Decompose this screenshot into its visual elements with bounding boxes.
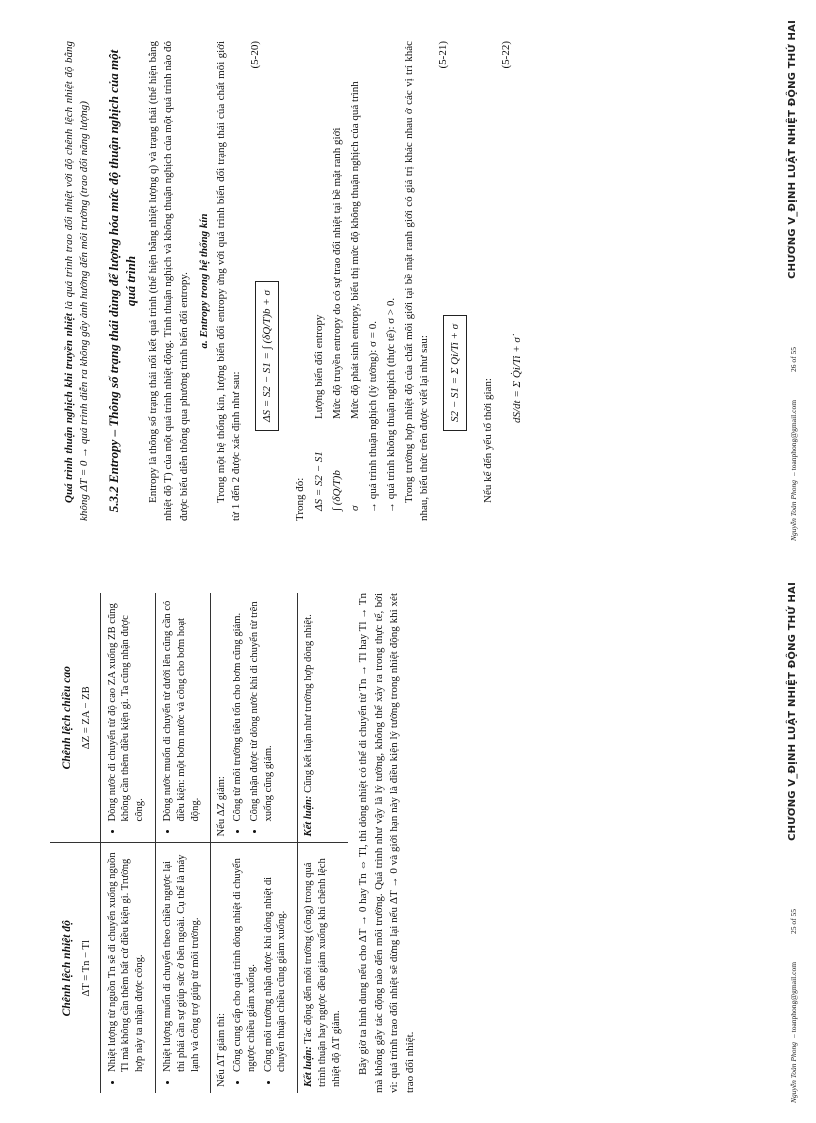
table-cell — [211, 843, 298, 1093]
equation-number: (5-21) — [436, 41, 449, 69]
intro-paragraph — [62, 41, 93, 521]
table-cell — [100, 593, 155, 843]
footer-author: Nguyễn Toàn Phong — [789, 1042, 798, 1103]
footer-page-number: 25 of 55 — [789, 908, 798, 934]
footer-chapter: CHƯƠNG V_ĐỊNH LUẬT NHIỆT ĐỘNG THỨ HAI — [787, 582, 798, 841]
equation-5-21: S2 − S1 = Σ Qi/Ti + σ — [443, 315, 467, 431]
definition-symbol: ∫ (δQ/T)b — [331, 470, 344, 511]
table-cell — [298, 593, 349, 843]
cell-lead: Nếu ΔT giảm thì: — [216, 1013, 228, 1087]
arrow-note: → quá trình không thuận nghịch (thực tế): σ > 0. — [384, 297, 397, 513]
page-25 — [0, 562, 816, 1123]
definition-symbol: ΔS = S2 − S1 — [313, 451, 326, 511]
list-item: • Nhiệt lượng từ nguồn Tn sẽ di chuyển xuống nguồn Tl mà không cần thêm bất cứ điều kiện gì. Trường hợp này ta nhận được công. — [106, 850, 147, 1073]
equation-5-20: ΔS = S2 − S1 = ∫ (δQ/T)b + σ — [255, 281, 279, 431]
footer-author: Nguyễn Toàn Phong — [789, 480, 798, 541]
equation-row — [437, 41, 477, 521]
definition-text: Mức độ truyền entropy do có sự trao đổi nhiệt tại bề mặt ranh giới — [331, 127, 344, 419]
table-cell — [156, 843, 211, 1093]
col-header-temperature — [50, 843, 100, 1093]
list-item: • Dòng nước muốn di chuyển từ dưới lên cũng cần có điều kiện: một bơm nước và công cho bơm hoạt động. — [161, 599, 202, 822]
definition-text: Mức độ phát sinh entropy, biểu thị mức độ không thuận nghịch của quá trình — [349, 81, 362, 419]
definition-text: Lượng biến đổi entropy — [313, 314, 326, 419]
table-cell — [156, 593, 211, 843]
equation-row — [249, 41, 289, 521]
arrow-note: → quá trình thuận nghịch (lý tưởng): σ = 0. — [367, 321, 380, 513]
list-item: • Công môi trường nhận được khi dòng nhiệt di chuyển thuận chiều cũng giảm xuống. — [262, 850, 290, 1073]
footer-email: – toanphong@gmail.com — [789, 961, 798, 1039]
conclusion-label: Kết luận: — [303, 1046, 315, 1087]
conclusion-label: Kết luận: — [303, 795, 315, 837]
definitions-list — [312, 41, 364, 511]
equation-row — [500, 41, 540, 521]
col-header-title: Chênh lệch chiều cao — [61, 666, 73, 770]
equation-number: (5-20) — [248, 41, 261, 69]
col-header-title: Chênh lệch nhiệt độ — [61, 920, 73, 1017]
list-item: • Công cung cấp cho quá trình dòng nhiệt di chuyển ngược chiều giảm xuống. — [231, 850, 259, 1073]
definition-item — [330, 41, 346, 511]
subheading: a. Entropy trong hệ thống kín — [198, 213, 211, 349]
col-header-formula: ΔZ = ZA − ZB — [80, 686, 92, 750]
page-25-body — [50, 593, 752, 1093]
paragraph: Trong một hệ thống kín, lượng biến đổi entropy ứng với quá trình biến đổi trạng thái của chất môi giới từ 1 đến 2 được xác định như sau: — [215, 41, 243, 521]
page-26-body — [62, 41, 752, 521]
footer-page-number: 26 of 55 — [789, 346, 798, 372]
conclusion-text: Cũng kết luận như trường hợp dòng nhiệt. — [303, 614, 315, 793]
paragraph: Entropy là thông số trạng thái nối kết quá trình (thể hiện bằng nhiệt lượng q) và trạng thái (thể hiện bằng nhiệt độ T) của một quá trình nhiệt động. Tính thuận nghịch và không thuận nghịch của một quá trình nào đó được biểu diễn thông qua phương trình biến đổi entropy. — [146, 41, 190, 521]
section-heading: 5.3.2 Entropy – Thông số trạng thái dùng để lượng hóa mức độ thuận nghịch của một quá trình — [105, 49, 139, 513]
list-item: • Công nhận được từ dòng nước khi di chuyển từ trên xuống cũng giảm. — [248, 599, 276, 822]
intro-rest: là quá trình trao đổi nhiệt với độ chênh lệch nhiệt độ bằng không ΔT = 0 → quá trình diễn ra không gây ảnh hưởng đến môi trường (trao đổi năng lượng) — [63, 41, 91, 521]
footer-chapter: CHƯƠNG V_ĐỊNH LUẬT NHIỆT ĐỘNG THỨ HAI — [787, 20, 798, 279]
col-header-formula: ΔT = Tn − Tl — [80, 940, 92, 997]
list-item: • Công từ môi trường tiêu tốn cho bơm cũng giảm. — [231, 599, 245, 822]
footer-email: – toanphong@gmail.com — [789, 399, 798, 477]
cell-lead: Nếu ΔZ giảm: — [216, 776, 228, 837]
table-cell — [211, 593, 298, 843]
intro-bold: Quá trình thuận nghịch khi truyền nhiệt — [63, 313, 75, 503]
equation-5-22: dS/dt = Σ Q̇i/Ti + σ̇ — [511, 337, 524, 423]
equation-number: (5-22) — [500, 41, 513, 69]
paragraph: Nếu kể đến yếu tố thời gian: — [481, 378, 494, 503]
table-cell — [298, 843, 349, 1093]
definition-item — [312, 41, 328, 511]
page-footer — [787, 20, 798, 541]
table-row — [100, 593, 155, 1093]
table-row — [298, 593, 349, 1093]
table-row — [156, 593, 211, 1093]
definition-symbol: σ — [349, 505, 362, 511]
definition-item — [348, 41, 364, 511]
left-paragraph: Bây giờ ta hình dung nếu cho ΔT → 0 hay Tn ⇔ Tl, thì dòng nhiệt có thể di chuyển từ Tn → Tl hay Tl → Tn mà không gây tác động nào đến môi trường. Quá trình như vậy là lý tưởng, không thể xảy ra trong thực tế, bởi vì: quá trình trao đổi nhiệt sẽ dừng lại nếu ΔT → 0 và giới hạn này là điều kiện lý tưởng trong nhiệt động khi xét trao đổi nhiệt. — [357, 593, 416, 1093]
table-row — [211, 593, 298, 1093]
list-item: • Dòng nước di chuyển từ độ cao ZA xuống ZB cũng không cần thêm điều kiện gì. Ta cũng nhận được công. — [106, 599, 147, 822]
conclusion-text: Tác động đến môi trường (công) trong quá trình thuận hay ngược đều giảm xuống khi chênh lệch nhiệt độ ΔT giảm. — [303, 858, 342, 1087]
page-footer — [787, 582, 798, 1103]
list-item: • Nhiệt lượng muốn di chuyển theo chiều ngược lại thì phải cần sự giúp sức ở bên ngoài. Cụ thể là máy lạnh và công trợ giúp từ môi trường. — [161, 850, 202, 1073]
table-header-row — [50, 593, 100, 1093]
where-label: Trong đó: — [293, 477, 306, 521]
page-26 — [0, 0, 816, 561]
col-header-height — [50, 593, 100, 843]
table-cell — [100, 843, 155, 1093]
comparison-table — [50, 593, 348, 1093]
paragraph: Trong trường hợp nhiệt độ của chất môi giới tại bề mặt ranh giới có giá trị khác nhau ở các vị trí khác nhau, biểu thức trên được viết lại như sau: — [402, 41, 431, 521]
